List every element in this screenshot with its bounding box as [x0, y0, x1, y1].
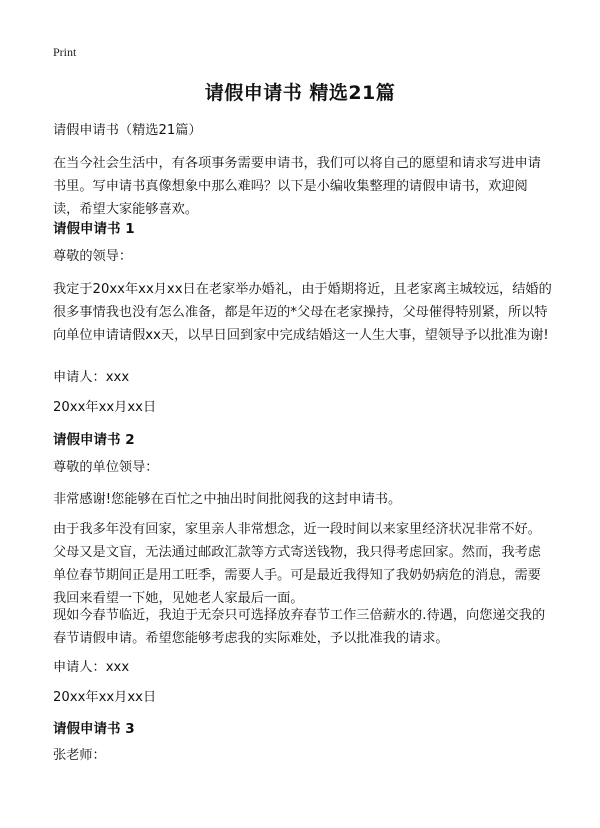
body-paragraph: 非常感谢!您能够在百忙之中抽出时间批阅我的这封申请书。 — [53, 492, 402, 507]
salutation: 尊敬的领导： — [53, 249, 133, 264]
body-paragraph: 现如今春节临近，我迫于无奈只可选择放弃春节工作三倍薪水的.待遇，向您递交我的春节请假申请。希望您能够考虑我的实际难处，予以批准我的请求。 — [53, 608, 546, 646]
salutation: 张老师： — [53, 748, 106, 763]
document-subtitle: 请假申请书（精选21篇） — [53, 123, 202, 138]
section-heading: 请假申请书 3 — [53, 721, 135, 737]
section-heading: 请假申请书 2 — [53, 432, 135, 448]
body-paragraph: 我定于20xx年xx月xx日在老家举办婚礼，由于婚期将近，且老家离主城较远，结婚的很多事情我也没有怎么准备，都是年迈的*父母在老家操持，父母催得特别紧，所以特向单位申请请假xx天，以早日回到家中完成结婚这一人生大事，望领导予以批准为谢! — [53, 282, 552, 343]
date-line: 20xx年xx月xx日 — [53, 690, 157, 705]
applicant-line: 申请人：xxx — [53, 370, 130, 385]
document-title: 请假申请书 精选21篇 — [204, 82, 396, 104]
salutation: 尊敬的单位领导： — [53, 460, 159, 475]
body-paragraph: 由于我多年没有回家，家里亲人非常想念，近一段时间以来家里经济状况非常不好。父母又是文盲，无法通过邮政汇款等方式寄送钱物，我只得考虑回家。然而，我考虑单位春节期间正是用工旺季，需要人手。可是最近我得知了我奶奶病危的消息，需要我回来看望一下她，见她老人家最后一面。 — [53, 522, 541, 606]
applicant-line: 申请人：xxx — [53, 660, 130, 675]
section-heading: 请假申请书 1 — [53, 221, 135, 237]
intro-paragraph: 在当今社会生活中，有各项事务需要申请书，我们可以将自己的愿望和请求写进申请书里。写申请书真像想象中那么难吗？以下是小编收集整理的请假申请书，欢迎阅读，希望大家能够喜欢。 — [53, 156, 541, 217]
print-label: Print — [53, 45, 77, 59]
date-line: 20xx年xx月xx日 — [53, 400, 157, 415]
